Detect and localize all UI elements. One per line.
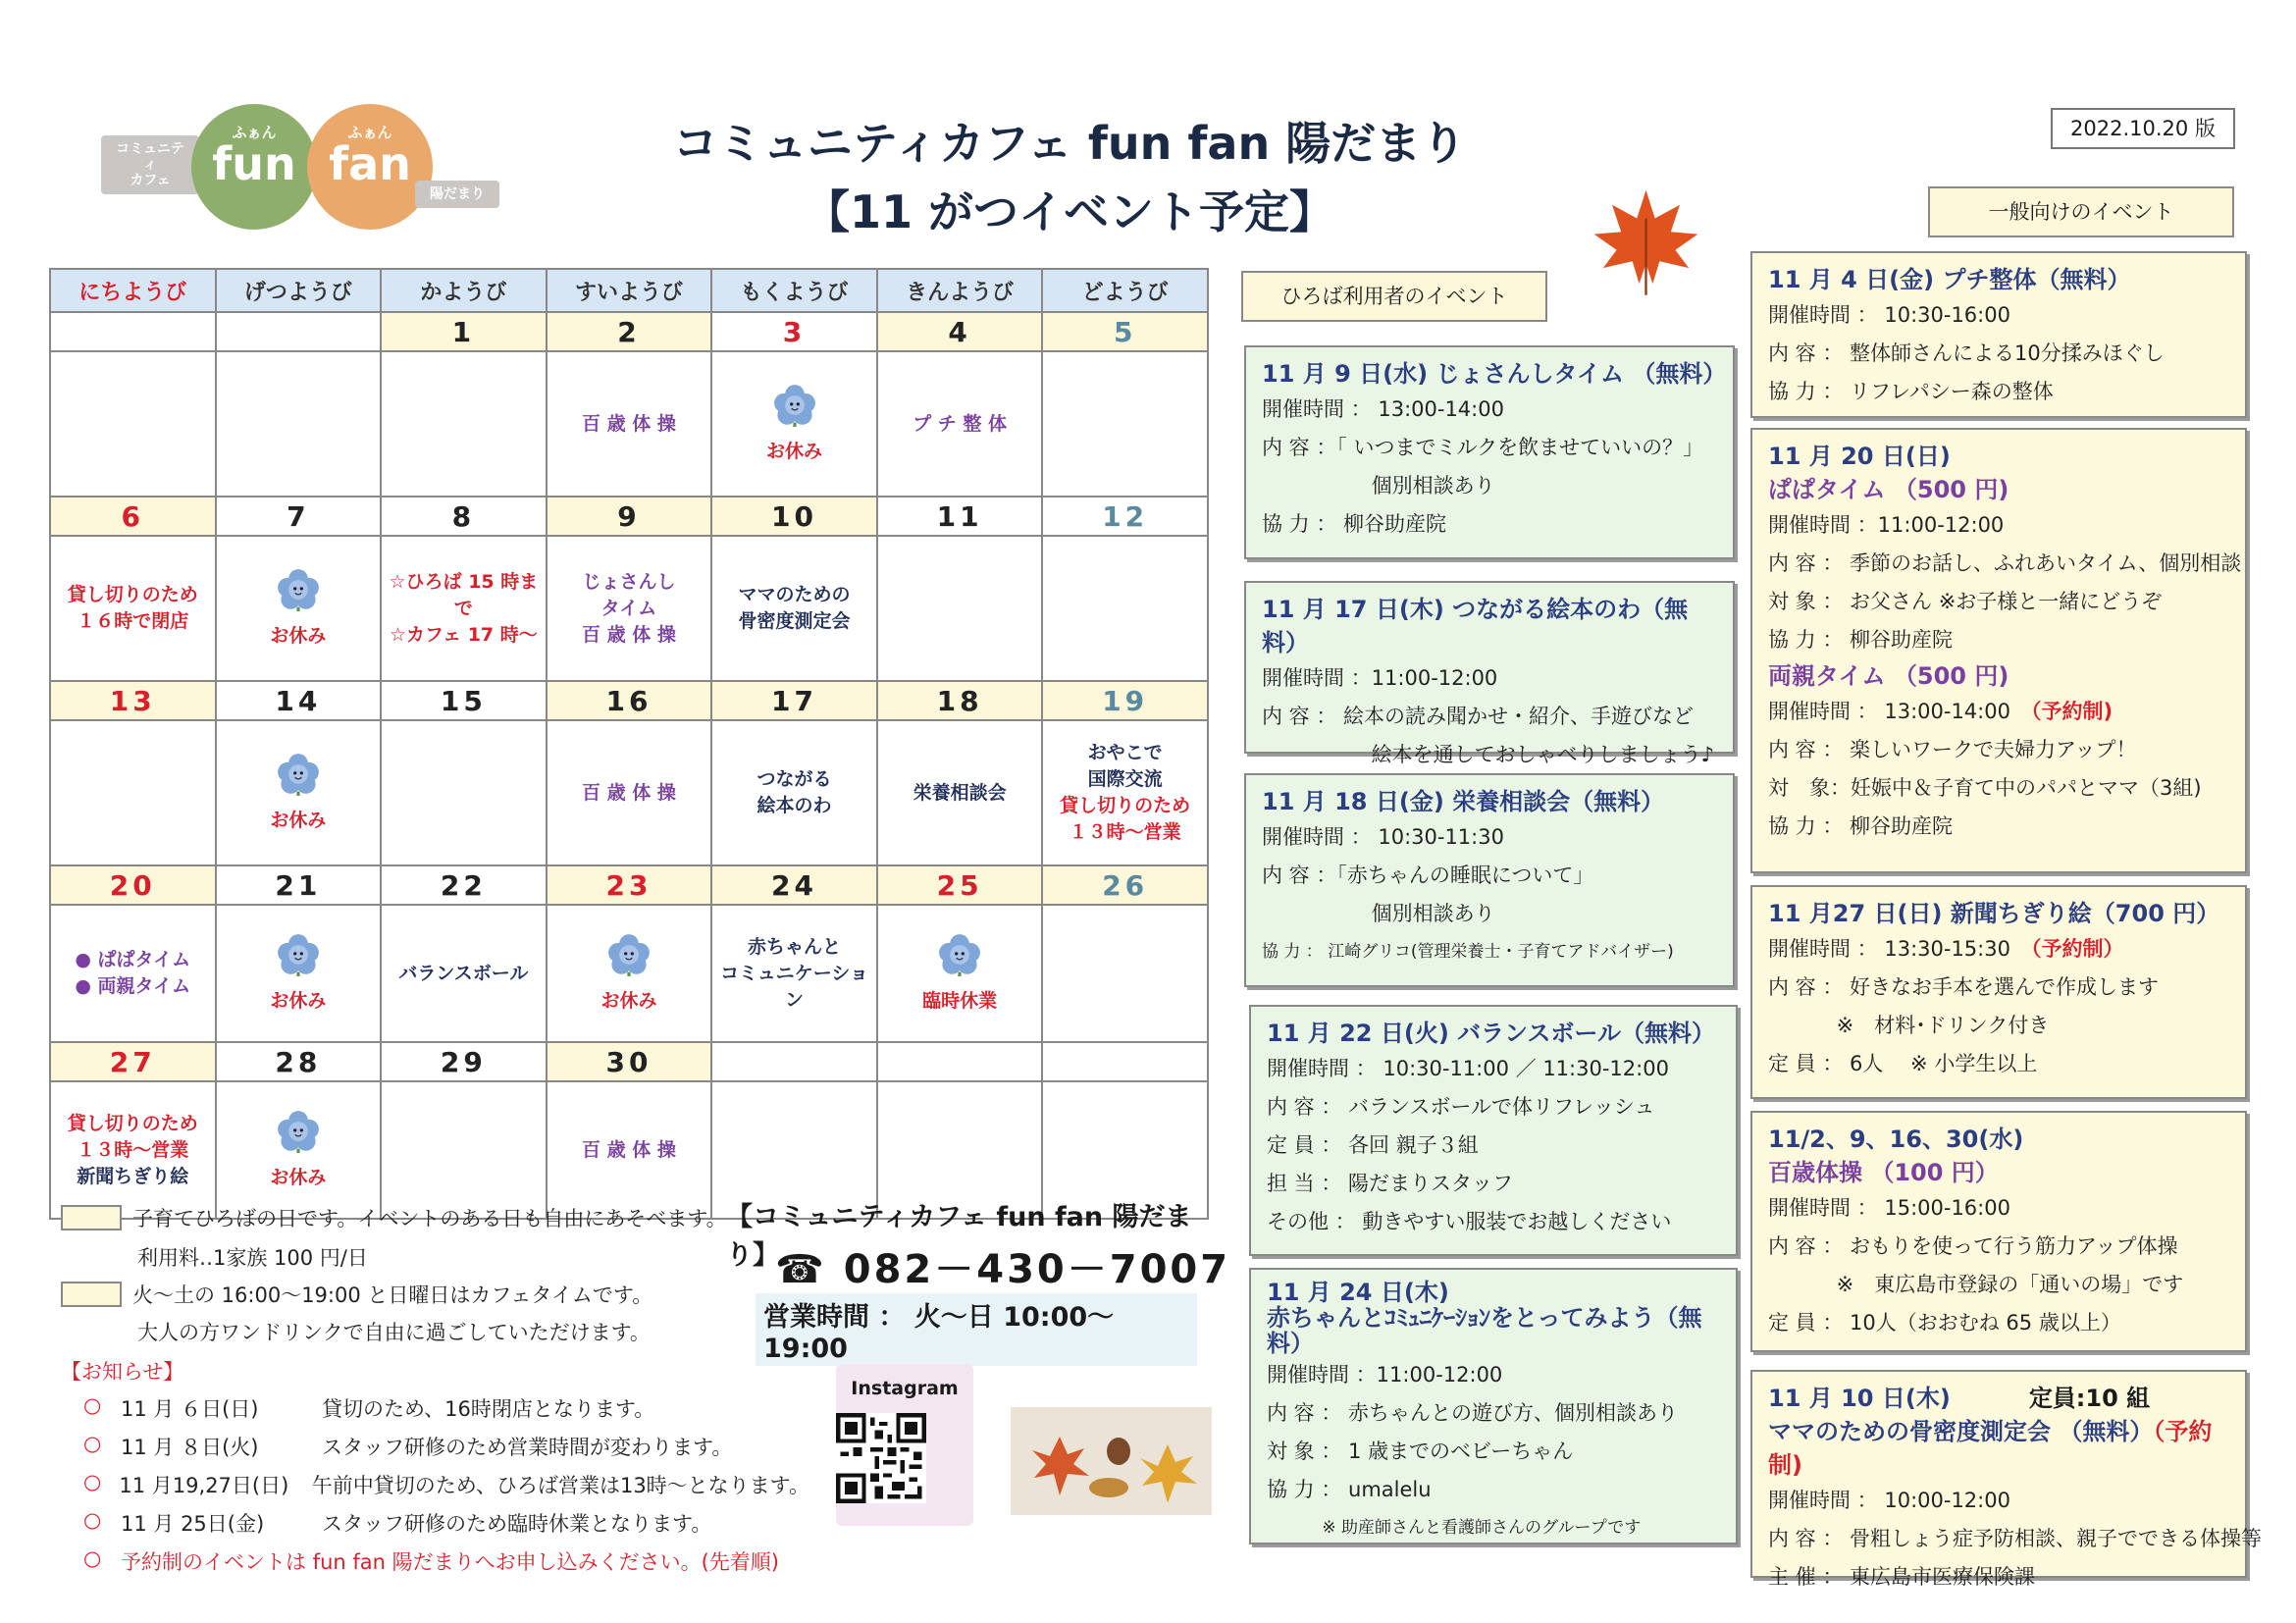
calendar bbox=[49, 268, 1209, 1220]
calendar-cell bbox=[216, 1081, 382, 1219]
event-title: 11 月 17 日(木) つながる絵本のわ（無料） bbox=[1262, 596, 1689, 656]
notice-bullet: ○ bbox=[83, 1508, 102, 1532]
event-card-petit-seitai: 11 月 4 日(金) プチ整体（無料） 開催時間 ： 10:30-16:00 内 容 ： 整体師さんによる10分揉みほぐし 協 力 ： リフレパシー森の整体 bbox=[1750, 251, 2247, 418]
event-title: 11 月27 日(日) 新聞ちぎり絵（700 円） bbox=[1768, 900, 2220, 927]
calendar-event-label: 百 歳 体 操 bbox=[582, 412, 676, 435]
calendar-event-label: お休み bbox=[270, 989, 327, 1012]
notice-bullet: ○ bbox=[83, 1546, 102, 1570]
version-label: 2022.10.20 版 bbox=[2051, 108, 2235, 149]
calendar-date: 5 bbox=[1042, 312, 1208, 351]
event-title-sub: 百歳体操 （100 円） bbox=[1768, 1159, 1999, 1186]
calendar-date: 24 bbox=[711, 865, 877, 905]
calendar-date: 25 bbox=[877, 865, 1043, 905]
event-title-ryoshin: 両親タイム （500 円) bbox=[1768, 662, 2009, 690]
notice-date: 11 月 ６日(日) bbox=[121, 1397, 259, 1421]
calendar-cell bbox=[711, 905, 877, 1042]
calendar-event-label: お休み bbox=[600, 989, 657, 1012]
calendar-cell bbox=[547, 536, 712, 681]
calendar-date: 9 bbox=[547, 497, 712, 536]
page-subtitle: 【11 がつイベント予定】 bbox=[804, 185, 1335, 238]
calendar-cell bbox=[381, 905, 547, 1042]
calendar-cell bbox=[1042, 351, 1208, 497]
weekday-label: にちようび bbox=[50, 269, 216, 312]
legend-swatch-hiroba bbox=[61, 1205, 122, 1230]
calendar-event-label: バランスボール bbox=[398, 962, 529, 984]
calendar-date: 14 bbox=[216, 681, 382, 720]
calendar-date bbox=[1042, 1042, 1208, 1081]
calendar-cell bbox=[50, 536, 216, 681]
event-title: 11/2、9、16、30(水) bbox=[1768, 1126, 2024, 1153]
weekday-label: すいようび bbox=[547, 269, 712, 312]
calendar-event-label: タイム bbox=[600, 597, 657, 619]
calendar-cell bbox=[381, 720, 547, 865]
calendar-date: 11 bbox=[877, 497, 1043, 536]
flower-mascot-icon bbox=[277, 568, 320, 611]
notice-date: 11 月 ８日(火) bbox=[121, 1436, 259, 1459]
business-hours: 営業時間 ： 火～日 10:00～19:00 bbox=[756, 1293, 1197, 1366]
notice-list bbox=[83, 1393, 809, 1585]
calendar-date: 6 bbox=[50, 497, 216, 536]
calendar-date: 13 bbox=[50, 681, 216, 720]
calendar-event-label: １３時～営業 bbox=[77, 1138, 189, 1161]
capacity-label: 定員:10 組 bbox=[2028, 1385, 2151, 1412]
calendar-cell bbox=[216, 351, 382, 497]
flower-mascot-icon bbox=[607, 933, 651, 976]
calendar-cell bbox=[1042, 720, 1208, 865]
legend-hiroba-fee: 利用料‥1家族 100 円/日 bbox=[137, 1246, 368, 1270]
event-title: 11 月 4 日(金) プチ整体（無料） bbox=[1768, 266, 2131, 293]
event-title: 11 月 10 日(木) bbox=[1768, 1385, 1951, 1412]
notice-text: スタッフ研修のため臨時休業となります。 bbox=[322, 1512, 712, 1536]
calendar-date: 1 bbox=[381, 312, 547, 351]
calendar-event-label: 百 歳 体 操 bbox=[582, 1138, 676, 1161]
event-card-balance-ball: 11 月 22 日(火) バランスボール（無料） 開催時間 ： 10:30-11:00 ／ 11:30-12:00 内 容 ： バランスボールで体リフレッシュ 定 員 ： 各回 親子３組 担 当 ： 陽だまりスタッフ その他 ： 動きやすい服装でお越しください bbox=[1249, 1005, 1738, 1256]
calendar-date: 10 bbox=[711, 497, 877, 536]
event-title-sub: 赤ちゃんとｺﾐｭﾆｹｰｼｮﾝをとってみよう（無料） bbox=[1267, 1304, 1702, 1357]
notice-bullet: ○ bbox=[83, 1470, 102, 1493]
calendar-cell bbox=[877, 351, 1043, 497]
event-card-kotsumitsudo: 11 月 10 日(木) 定員:10 組 ママのための骨密度測定会 （無料）（予約制) 開催時間 ： 10:00-12:00 内 容 ： 骨粗しょう症予防相談、親子でできる体操等 主 催 ： 東広島市医療保険課 bbox=[1750, 1370, 2247, 1578]
calendar-cell bbox=[711, 351, 877, 497]
calendar-date: 4 bbox=[877, 312, 1043, 351]
notice-text: 予約制のイベントは fun fan 陽だまりへお申し込みください。(先着順) bbox=[121, 1550, 779, 1574]
calendar-event-label: １３時～営業 bbox=[1069, 821, 1181, 843]
calendar-event-label: コミュニケーション bbox=[720, 962, 868, 1011]
calendar-cell bbox=[216, 720, 382, 865]
calendar-date: 8 bbox=[381, 497, 547, 536]
calendar-cell bbox=[381, 351, 547, 497]
calendar-event-label: 臨時休業 bbox=[922, 989, 998, 1012]
event-title-sub: ママのための骨密度測定会 （無料） bbox=[1768, 1418, 2154, 1445]
reservation-badge: （予約制） bbox=[2030, 937, 2124, 961]
calendar-date-row bbox=[50, 865, 1208, 905]
calendar-event-label: ママのための bbox=[738, 584, 851, 605]
calendar-cell bbox=[381, 536, 547, 681]
logo-circle-fun: ふぁん fun bbox=[191, 104, 317, 230]
calendar-cell bbox=[547, 905, 712, 1042]
notice-item bbox=[83, 1432, 809, 1470]
calendar-cell bbox=[50, 351, 216, 497]
calendar-date: 7 bbox=[216, 497, 382, 536]
flower-mascot-icon bbox=[938, 933, 981, 976]
notice-reservation bbox=[83, 1546, 809, 1585]
calendar-event-label: お休み bbox=[766, 440, 823, 462]
calendar-event-label: お休み bbox=[270, 624, 327, 647]
event-card-eiyou: 11 月 18 日(金) 栄養相談会（無料） 開催時間 ： 10:30-11:30 内 容 ：「赤ちゃんの睡眠について」 個別相談あり 協 力 ： 江崎グリコ(管理栄養士・子育てアドバイザー) bbox=[1244, 773, 1735, 987]
event-title-papa: ぱぱタイム （500 円) bbox=[1768, 476, 2009, 503]
reservation-badge: （予約制) bbox=[1768, 1418, 2213, 1479]
calendar-date-row bbox=[50, 497, 1208, 536]
flower-mascot-icon bbox=[773, 384, 816, 427]
notice-item bbox=[83, 1508, 809, 1546]
calendar-date: 16 bbox=[547, 681, 712, 720]
notice-bullet: ○ bbox=[83, 1393, 102, 1417]
logo bbox=[93, 98, 515, 236]
calendar-date: 19 bbox=[1042, 681, 1208, 720]
calendar-cell bbox=[547, 1081, 712, 1219]
contact-name: 【コミュニティカフェ fun fan 陽だまり】 bbox=[726, 1202, 1192, 1271]
event-title: 11 月 24 日(木) bbox=[1267, 1279, 1449, 1306]
legend-cafe: 火～土の 16:00～19:00 と日曜日はカフェタイムです。 bbox=[132, 1283, 653, 1307]
calendar-date: 28 bbox=[216, 1042, 382, 1081]
event-title: 11 月 20 日(日) bbox=[1768, 443, 1951, 470]
calendar-cell bbox=[877, 720, 1043, 865]
event-title: 11 月 22 日(火) バランスボール（無料） bbox=[1267, 1020, 1715, 1047]
event-card-josanshi: 11 月 9 日(水) じょさんしタイム （無料） 開催時間 ： 13:00-14:00 内 容 ：「 いつまでミルクを飲ませていいの？」 個別相談あり 協 力 ： 柳谷助産院 bbox=[1244, 345, 1735, 559]
weekday-label: きんようび bbox=[877, 269, 1043, 312]
calendar-cell bbox=[711, 720, 877, 865]
calendar-event-row bbox=[50, 905, 1208, 1042]
weekday-label: げつようび bbox=[216, 269, 382, 312]
flower-mascot-icon bbox=[277, 933, 320, 976]
event-card-shinbun-chigirie: 11 月27 日(日) 新聞ちぎり絵（700 円） 開催時間 ： 13:30-15:30 （予約制） 内 容 ： 好きなお手本を選んで作成します ※ 材料･ドリンク付き 定 員 ： 6人 ※ 小学生以上 bbox=[1750, 885, 2247, 1099]
calendar-date: 3 bbox=[711, 312, 877, 351]
calendar-event-label: お休み bbox=[270, 1166, 327, 1188]
calendar-date: 18 bbox=[877, 681, 1043, 720]
calendar-event-label: 貸し切りのため bbox=[67, 1112, 198, 1134]
calendar-date: 12 bbox=[1042, 497, 1208, 536]
calendar-date bbox=[711, 1042, 877, 1081]
calendar-event-label: １６時で閉店 bbox=[77, 610, 189, 632]
calendar-event-label: ● ぱぱタイム bbox=[75, 949, 191, 970]
notice-bullet: ○ bbox=[83, 1432, 102, 1455]
hiroba-events-header: ひろば利用者のイベント bbox=[1241, 271, 1547, 322]
calendar-cell bbox=[216, 536, 382, 681]
event-card-papa-ryoshin: 11 月 20 日(日) ぱぱタイム （500 円) 開催時間 ：11:00-12:00 内 容 ： 季節のお話し、ふれあいタイム、個別相談 対 象 ： お父さん ※お子様と一緒にどうぞ 協 力 ： 柳谷助産院 両親タイム （500 円) 開催時間 ： 13:00-14:00 （予約制) 内 容 ： 楽しいワークで夫婦力アップ！ 対 象：妊娠中＆子育て中のパパとママ（3組) 協 力 ： 柳谷助産院 bbox=[1750, 428, 2247, 873]
calendar-event-label: 貸し切りのため bbox=[67, 584, 198, 605]
calendar-event-label: 百 歳 体 操 bbox=[582, 623, 676, 646]
legend-swatch-cafe bbox=[61, 1282, 122, 1307]
calendar-date: 23 bbox=[547, 865, 712, 905]
reservation-badge: （予約制) bbox=[2030, 700, 2113, 723]
notice-date: 11 月 25日(金) bbox=[121, 1512, 265, 1536]
contact-phone: ☎ 082－430－7007 bbox=[775, 1247, 1231, 1292]
notice-text: スタッフ研修のため営業時間が変わります。 bbox=[322, 1436, 733, 1459]
event-title: 11 月 9 日(水) じょさんしタイム （無料） bbox=[1262, 360, 1727, 388]
calendar-event-label: プ チ 整 体 bbox=[913, 412, 1008, 435]
maple-leaf-icon bbox=[1590, 184, 1702, 297]
instagram-qr[interactable] bbox=[836, 1364, 973, 1526]
logo-circle-fan: ふぁん fan bbox=[307, 104, 433, 230]
calendar-event-label: 赤ちゃんと bbox=[748, 935, 842, 958]
calendar-event-label: 絵本のわ bbox=[757, 795, 832, 816]
calendar-date-row bbox=[50, 312, 1208, 351]
calendar-date: 29 bbox=[381, 1042, 547, 1081]
calendar-weekday-header bbox=[50, 269, 1208, 312]
calendar-event-label: ● 両親タイム bbox=[75, 975, 191, 997]
calendar-cell bbox=[50, 1081, 216, 1219]
calendar-event-label: ☆カフェ 17 時～ bbox=[390, 623, 538, 646]
calendar-date: 26 bbox=[1042, 865, 1208, 905]
calendar-date: 30 bbox=[547, 1042, 712, 1081]
event-card-ehon: 11 月 17 日(木) つながる絵本のわ（無料） 開催時間 ：11:00-12:00 内 容 ： 絵本の読み聞かせ・紹介、手遊びなど 絵本を通しておしゃべりしましょう♪ bbox=[1244, 581, 1735, 754]
logo-side-label-right: 陽だまり bbox=[415, 181, 499, 208]
calendar-cell bbox=[50, 905, 216, 1042]
notice-item bbox=[83, 1470, 809, 1508]
page-title: コミュニティカフェ fun fan 陽だまり bbox=[672, 117, 1467, 170]
calendar-cell bbox=[50, 720, 216, 865]
calendar-date: 2 bbox=[547, 312, 712, 351]
calendar-cell bbox=[1042, 536, 1208, 681]
calendar-cell bbox=[1042, 905, 1208, 1042]
calendar-event-label: ☆ひろば 15 時まで bbox=[389, 570, 539, 619]
calendar-cell bbox=[877, 536, 1043, 681]
general-events-header: 一般向けのイベント bbox=[1928, 186, 2234, 237]
notice-date: 11 月19,27日(日) bbox=[119, 1474, 289, 1497]
event-card-baby-communication: 11 月 24 日(木) 赤ちゃんとｺﾐｭﾆｹｰｼｮﾝをとってみよう（無料） 開催時間 ：11:00-12:00 内 容 ： 赤ちゃんとの遊び方、個別相談あり 対 象 ： 1 歳までのベビーちゃん 協 力 ： umalelu ※ 助産師さんと看護師さんのグループです bbox=[1249, 1268, 1738, 1544]
calendar-date-row bbox=[50, 1042, 1208, 1081]
calendar-date: 20 bbox=[50, 865, 216, 905]
legend-cafe-note: 大人の方ワンドリンクで自由に過ごしていただけます。 bbox=[137, 1321, 651, 1344]
calendar-event-label: お休み bbox=[270, 809, 327, 831]
calendar-event-label: 骨密度測定会 bbox=[738, 610, 851, 632]
autumn-leaves-photo bbox=[1011, 1407, 1212, 1515]
calendar-date: 17 bbox=[711, 681, 877, 720]
calendar-cell bbox=[381, 1081, 547, 1219]
instagram-label: Instagram bbox=[851, 1378, 959, 1399]
flower-mascot-icon bbox=[277, 753, 320, 796]
weekday-label: かようび bbox=[381, 269, 547, 312]
event-card-hyakusai-taiso: 11/2、9、16、30(水) 百歳体操 （100 円） 開催時間 ： 15:00-16:00 内 容 ： おもりを使って行う筋力アップ体操 ※ 東広島市登録の「通いの場」です 定 員 ： 10人（おおむね 65 歳以上） bbox=[1750, 1111, 2247, 1352]
calendar-event-label: 国際交流 bbox=[1087, 768, 1163, 790]
calendar-event-label: 貸し切りのため bbox=[1060, 795, 1191, 816]
calendar-event-label: じょさんし bbox=[582, 570, 676, 593]
calendar-date: 27 bbox=[50, 1042, 216, 1081]
calendar-date bbox=[50, 312, 216, 351]
calendar-event-row bbox=[50, 351, 1208, 497]
notice-heading: 【お知らせ】 bbox=[61, 1360, 184, 1384]
calendar-cell bbox=[711, 536, 877, 681]
calendar-date: 22 bbox=[381, 865, 547, 905]
logo-side-label: コミュニティ カフェ bbox=[101, 135, 199, 194]
calendar-event-label: 新聞ちぎり絵 bbox=[77, 1165, 189, 1187]
calendar-cell bbox=[877, 905, 1043, 1042]
notice-text: 午前中貸切のため、ひろば営業は13時～となります。 bbox=[311, 1474, 809, 1497]
calendar-cell bbox=[216, 905, 382, 1042]
calendar-event-label: おやこで bbox=[1087, 742, 1163, 763]
flower-mascot-icon bbox=[277, 1110, 320, 1153]
calendar-date: 21 bbox=[216, 865, 382, 905]
notice-item bbox=[83, 1393, 809, 1432]
weekday-label: もくようび bbox=[711, 269, 877, 312]
calendar-date: 15 bbox=[381, 681, 547, 720]
calendar-date bbox=[877, 1042, 1043, 1081]
calendar-date bbox=[216, 312, 382, 351]
calendar-event-label: 栄養相談会 bbox=[913, 781, 1007, 804]
calendar-date-row bbox=[50, 681, 1208, 720]
qr-code-icon bbox=[836, 1413, 926, 1503]
calendar-cell bbox=[547, 720, 712, 865]
event-title: 11 月 18 日(金) 栄養相談会（無料） bbox=[1262, 788, 1665, 815]
weekday-label: どようび bbox=[1042, 269, 1208, 312]
calendar-event-label: 百 歳 体 操 bbox=[582, 781, 676, 804]
calendar-event-label: つながる bbox=[757, 768, 832, 790]
notice-text: 貸切のため、16時閉店となります。 bbox=[322, 1397, 655, 1421]
legend-hiroba: 子育てひろばの日です。イベントのある日も自由にあそべます。 bbox=[132, 1207, 727, 1230]
calendar-cell bbox=[547, 351, 712, 497]
calendar-event-row bbox=[50, 720, 1208, 865]
calendar-event-row bbox=[50, 536, 1208, 681]
